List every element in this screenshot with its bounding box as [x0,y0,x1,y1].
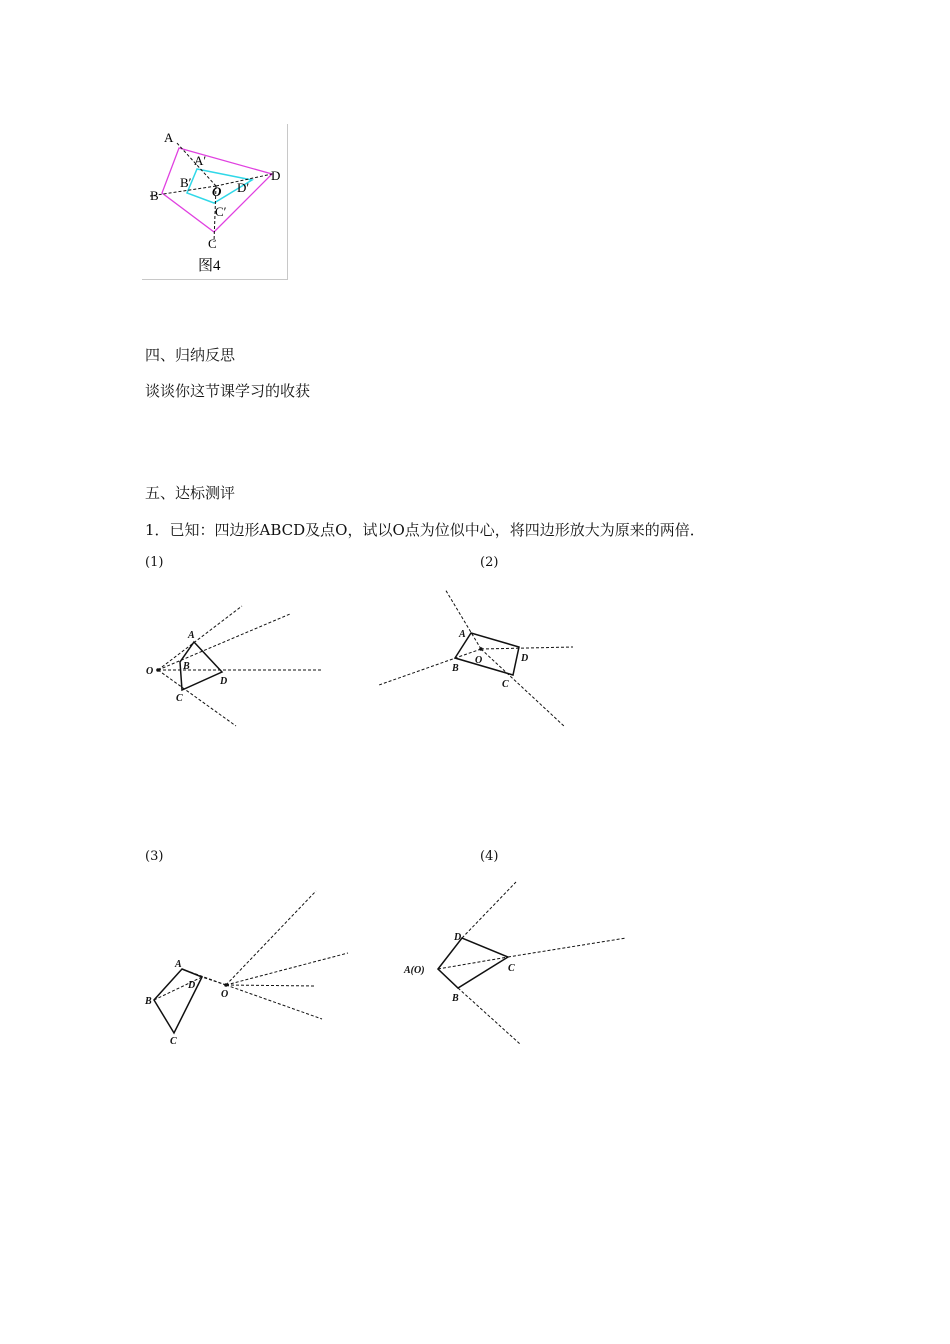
d3-label-B: B [145,996,152,1007]
sub-label-4: (4) [480,849,499,864]
diagram-3-quad [154,969,202,1033]
label-C: C [208,236,217,251]
sub-label-2: (2) [480,555,499,570]
diagram-4 [400,878,630,1052]
d2-label-D: D [521,653,529,664]
sub-label-1: (1) [145,555,164,570]
label-B-prime: B′ [180,175,192,190]
figure-4-diagram [142,124,288,280]
d1-label-A: A [188,630,195,641]
label-A-prime: A′ [194,153,207,168]
label-C-prime: C′ [215,204,227,219]
question-1: 1．已知：四边形ABCD及点O，试以O点为位似中心，将四边形放大为原来的两倍． [145,521,705,539]
diagram-4-svg [400,878,630,1048]
diagram-1 [140,600,330,734]
diagram-3 [140,885,355,1059]
label-A: A [164,130,174,145]
d4-label-D: D [454,932,462,943]
diagram-4-rays [438,882,626,1044]
d1-label-B: B [183,661,190,672]
diagram-2 [375,585,580,734]
label-D: D [271,168,281,183]
d4-label-B: B [452,993,459,1004]
label-D-prime: D′ [237,180,250,195]
section-4-title: 四、归纳反思 [145,346,236,364]
d2-label-A: A [459,629,466,640]
diagram-3-center-dot [224,983,228,987]
sub-label-3: (3) [145,849,164,864]
d1-label-O: O [146,666,154,677]
section-5-title: 五、达标测评 [145,484,236,502]
d4-label-C: C [508,963,515,974]
section-4-prompt: 谈谈你这节课学习的收获 [145,382,311,400]
d2-label-C: C [502,679,509,690]
d2-label-O: O [475,655,483,666]
d2-label-B: B [452,663,459,674]
d3-label-A: A [175,959,182,970]
d3-label-C: C [170,1036,177,1047]
d3-label-O: O [221,989,229,1000]
label-B: B [150,188,159,203]
diagram-2-center-dot [479,647,483,651]
diagram-2-svg [375,585,580,730]
d3-label-D: D [188,980,196,991]
figure-4 [142,124,288,280]
d4-label-AO: A(O) [404,965,425,976]
diagram-1-center-dot [156,668,160,672]
label-O: O [212,184,222,199]
diagram-3-rays [182,891,348,1019]
figure-caption: 图4 [198,258,221,274]
d1-label-D: D [220,676,228,687]
diagram-3-svg [140,885,355,1055]
d1-label-C: C [176,693,183,704]
diagram-1-svg [140,600,330,730]
